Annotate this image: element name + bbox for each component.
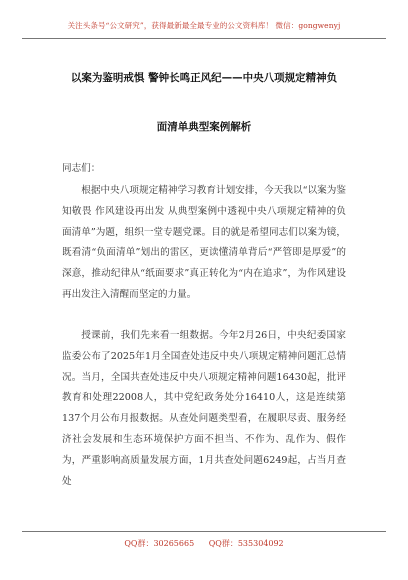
footer-contacts: [22, 538, 386, 549]
header-notice: 关注头条号“公文研究”，获得最新最全最专业的公文资料库！ 微信：gongwenyj: [67, 21, 341, 30]
footer-qq-group-1: QQ群：30265665: [124, 539, 195, 548]
page-header: [22, 8, 386, 39]
page-footer: [22, 531, 386, 556]
greeting: 同志们：: [62, 163, 101, 174]
document-title-line1: 以案为鉴明戒惧 警钟长鸣正风纪——中央八项规定精神负: [70, 72, 338, 84]
footer-qq-group-2: QQ群：535304092: [208, 539, 284, 548]
paragraph-2: 授课前，我们先来看一组数据。今年2月26日，中央纪委国家监委公布了2025年1月全国查处违反中央八项规定精神问题汇总情况。当月，全国共查处违反中央八项规定精神问题16430起，批评教育和处理22008人，其中党纪政务处分16410人，这是连续第137个月公布月报数据。从查处问题类型看，在履职尽责、服务经济社会发展和生态环境保护方面不担当、不作为、乱作为、假作为，严重影响高质量发展方面，1月共查处问题6249起，占当月查处: [62, 330, 346, 487]
document-title-line2: 面清单典型案例解析: [156, 121, 252, 133]
paragraph-1: 根据中央八项规定精神学习教育计划安排，今天我以“以案为鉴知敬畏 作风建设再出发 从典型案例中透视中央八项规定精神的负面清单”为题，组织一堂专题党课。目的就是希望同志们以案为镜，既看清“负面清单”划出的雷区，更读懂清单背后“严管即是厚爱”的深意，推动纪律从“纸面要求”真正转化为“内在追求”，为作风建设再出发注入清醒而坚定的力量。: [62, 185, 346, 300]
